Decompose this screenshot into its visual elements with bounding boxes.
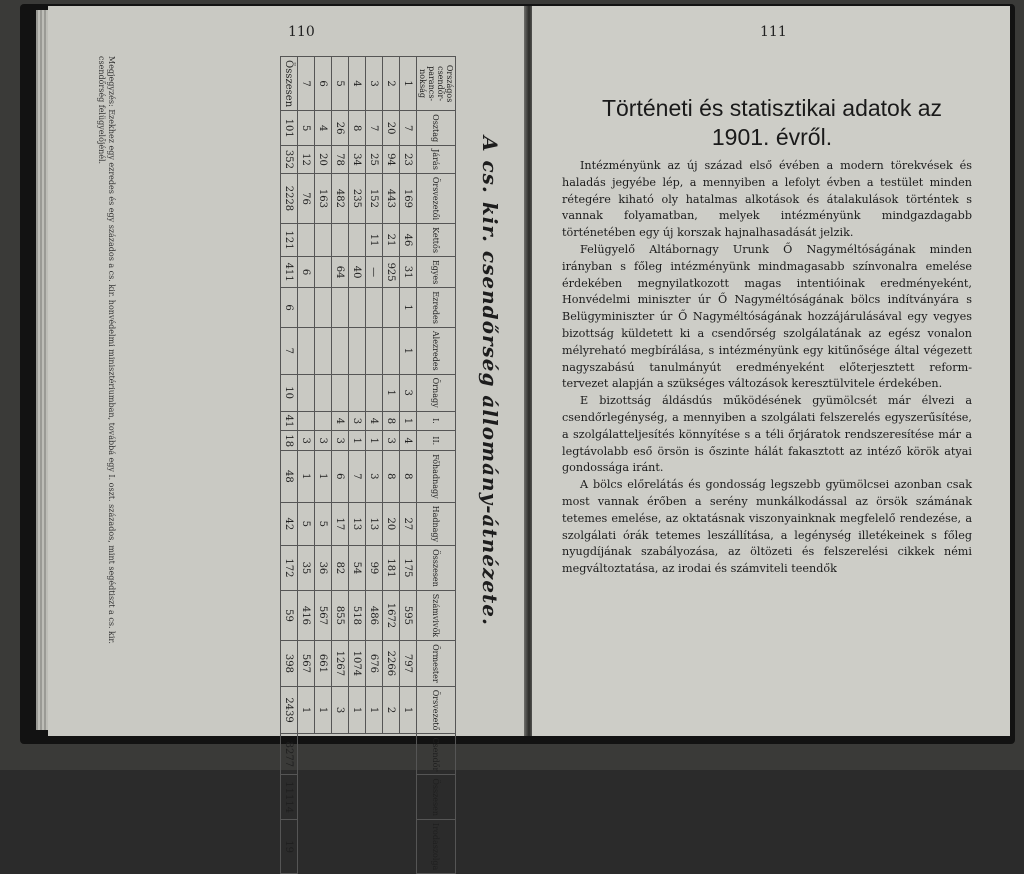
table-cell: 3 bbox=[366, 451, 383, 503]
table-cell: 11 bbox=[366, 224, 383, 257]
total-cell: 41 bbox=[281, 411, 298, 431]
table-cell: 13 bbox=[366, 502, 383, 545]
row-label: 2 bbox=[383, 57, 400, 111]
total-cell: 6 bbox=[281, 288, 298, 328]
table-row bbox=[298, 57, 315, 874]
table-cell: 235 bbox=[349, 173, 366, 223]
heading-line-2: 1901. évről. bbox=[711, 123, 833, 150]
table-cell bbox=[298, 288, 315, 328]
table-footnote: Megjegyzés: Ezekhez egy ezredes és egy százados a cs. kir. honvédelmi minisztériumban, továbbá egy I. oszt. százados, mint segédtiszt a cs. kir. csendőrség felügyelőjénél. bbox=[96, 56, 116, 644]
table-cell: 1 bbox=[298, 451, 315, 503]
table-cell: 925 bbox=[383, 256, 400, 287]
table-row bbox=[332, 57, 349, 874]
row-label: 1 bbox=[400, 57, 417, 111]
table-cell: 1672 bbox=[383, 590, 400, 640]
table-cell bbox=[298, 224, 315, 257]
table-cell: 676 bbox=[366, 641, 383, 687]
total-cell: 19 bbox=[281, 820, 298, 874]
table-cell: 5 bbox=[298, 111, 315, 146]
header-rank-4: II. bbox=[417, 431, 456, 451]
table-cell: 163 bbox=[315, 173, 332, 223]
table-cell: 7 bbox=[366, 111, 383, 146]
table-cell bbox=[383, 327, 400, 374]
header-rank-2: Őrnagy bbox=[417, 374, 456, 411]
header-troop-1: Őrmester bbox=[417, 641, 456, 687]
body-text bbox=[562, 158, 972, 578]
header-rank-1: Alezredes bbox=[417, 327, 456, 374]
total-cell: 121 bbox=[281, 224, 298, 257]
header-troop-0: Számvivők bbox=[417, 590, 456, 640]
table-cell: 486 bbox=[366, 590, 383, 640]
paragraph: A bölcs előrelátás és gondosság legszebb gyümölcsei azonban csak most vannak érőben a serény munkálkodással az örsök számának tetemes emelése, az oktatásnak viszonyainknak megfelelő rendezése, a szolgálati órák tetemes leszállítása, a legénység illetékeinek s főleg nyugdíjának szabályozása, az öltözeti és felszerelési cikkek némi megváltoztatása, az irodai és számviteli teendők bbox=[562, 478, 972, 576]
table-cell: 595 bbox=[400, 590, 417, 640]
total-cell: 2439 bbox=[281, 686, 298, 734]
row-label: 4 bbox=[349, 57, 366, 111]
table-cell: 4 bbox=[315, 111, 332, 146]
table-cell bbox=[298, 327, 315, 374]
paragraph: E bizottság áldásdús működésének gyümölcsét már élvezi a csendőrlegénység, a mennyiben a szolgálati felszerelés egyszerűsítése, a szolgálatteljesítés könnyítése s a téli őrjáratok rendszeresítése már a legtávolabb eső örsön is őszinte hálát fakasztott az intéző körök atyai gondossága iránt. bbox=[562, 394, 972, 475]
row-label: 3 bbox=[366, 57, 383, 111]
table-cell: 1 bbox=[400, 411, 417, 431]
header-rank-6: Hadnagy bbox=[417, 502, 456, 545]
table-cell: 482 bbox=[332, 173, 349, 223]
right-page bbox=[532, 6, 1010, 736]
table-cell bbox=[383, 288, 400, 328]
table-cell bbox=[366, 374, 383, 411]
table-cell: 518 bbox=[349, 590, 366, 640]
total-cell: 101 bbox=[281, 111, 298, 146]
table-body bbox=[281, 57, 417, 874]
header-single: Egyes bbox=[417, 256, 456, 287]
table-cell: 4 bbox=[332, 411, 349, 431]
table-cell bbox=[315, 327, 332, 374]
header-rank-0: Ezredes bbox=[417, 288, 456, 328]
table-cell: 1267 bbox=[332, 641, 349, 687]
total-cell: 59 bbox=[281, 590, 298, 640]
table-cell: 12 bbox=[298, 146, 315, 174]
table-cell bbox=[315, 288, 332, 328]
table-cell: 35 bbox=[298, 546, 315, 591]
table-cell: 4 bbox=[366, 411, 383, 431]
table-cell: 20 bbox=[383, 502, 400, 545]
total-cell: 411 bbox=[281, 256, 298, 287]
table-row bbox=[400, 57, 417, 874]
header-troop-4: Összesen bbox=[417, 775, 456, 820]
table-cell bbox=[332, 327, 349, 374]
paragraph: Intézményünk az új század első évében a modern törekvések és haladás jegyébe lép, a mennyiben a lefolyt évben a testület minden rétegére kiható oly hatalmas alkotások és átalakulások történtek s vannak folyamatban, melyek intézményünk mindgazdagabb történetében egy új korszak hajnalhasadását jelzik. bbox=[562, 159, 972, 240]
table-cell bbox=[349, 288, 366, 328]
table-row bbox=[315, 57, 332, 874]
table-cell: 23 bbox=[400, 146, 417, 174]
table-cell: 40 bbox=[349, 256, 366, 287]
table-cell: 3 bbox=[298, 431, 315, 451]
table-cell: 3 bbox=[383, 431, 400, 451]
table-cell: 175 bbox=[400, 546, 417, 591]
table-cell: 3 bbox=[332, 686, 349, 734]
table-cell bbox=[332, 374, 349, 411]
table-title: A cs. kir. csendőrség állomány-átnézete. bbox=[478, 136, 502, 626]
table-cell: 8 bbox=[400, 451, 417, 503]
table-cell: 7 bbox=[349, 451, 366, 503]
table-cell bbox=[332, 224, 349, 257]
table-cell: 7 bbox=[400, 111, 417, 146]
table-cell: 2 bbox=[383, 686, 400, 734]
table-cell bbox=[332, 288, 349, 328]
totals-row bbox=[281, 57, 298, 874]
table-cell bbox=[315, 374, 332, 411]
header-troop-3: Csendőr bbox=[417, 734, 456, 775]
table-cell bbox=[315, 411, 332, 431]
table-cell bbox=[349, 327, 366, 374]
table-cell bbox=[298, 411, 315, 431]
table-cell: 1 bbox=[298, 686, 315, 734]
header-district: Járás bbox=[417, 146, 456, 174]
table-cell: 25 bbox=[366, 146, 383, 174]
header-rank-7: Összesen bbox=[417, 546, 456, 591]
table-cell: 567 bbox=[315, 590, 332, 640]
heading-line-1: Történeti és statisztikai adatok az bbox=[601, 95, 943, 121]
table-cell: 152 bbox=[366, 173, 383, 223]
rotated-table-wrapper bbox=[68, 56, 508, 871]
table-cell: 8 bbox=[383, 451, 400, 503]
table-cell bbox=[349, 374, 366, 411]
row-label: 7 bbox=[298, 57, 315, 111]
header-troop-5: Irodaszolga bbox=[417, 820, 456, 874]
table-cell: 5 bbox=[315, 502, 332, 545]
table-cell: 3 bbox=[400, 374, 417, 411]
total-cell: 10 bbox=[281, 374, 298, 411]
header-troop-2: Őrsvezető bbox=[417, 686, 456, 734]
table-cell: 8 bbox=[349, 111, 366, 146]
strength-table bbox=[280, 56, 456, 874]
table-cell: 567 bbox=[298, 641, 315, 687]
table-cell: 36 bbox=[315, 546, 332, 591]
table-cell: 1 bbox=[400, 288, 417, 328]
table-cell: 3 bbox=[332, 431, 349, 451]
header-squad: Osztag bbox=[417, 111, 456, 146]
total-cell: 48 bbox=[281, 451, 298, 503]
table-cell: 34 bbox=[349, 146, 366, 174]
table-cell: 1 bbox=[349, 686, 366, 734]
totals-label: Összesen bbox=[281, 57, 298, 111]
total-cell: 42 bbox=[281, 502, 298, 545]
row-label: 5 bbox=[332, 57, 349, 111]
table-cell: 1 bbox=[400, 686, 417, 734]
table-cell: 6 bbox=[298, 256, 315, 287]
table-cell: 99 bbox=[366, 546, 383, 591]
table-cell: 31 bbox=[400, 256, 417, 287]
table-header-row bbox=[417, 57, 456, 874]
total-cell: 7 bbox=[281, 327, 298, 374]
table-cell: 94 bbox=[383, 146, 400, 174]
table-cell: 169 bbox=[400, 173, 417, 223]
table-cell: 21 bbox=[383, 224, 400, 257]
table-row bbox=[349, 57, 366, 874]
table-row bbox=[366, 57, 383, 874]
table-cell: 797 bbox=[400, 641, 417, 687]
table-cell bbox=[349, 224, 366, 257]
header-rank-3: I. bbox=[417, 411, 456, 431]
table-cell: 27 bbox=[400, 502, 417, 545]
table-cell: 855 bbox=[332, 590, 349, 640]
table-cell: 20 bbox=[383, 111, 400, 146]
table-cell: 6 bbox=[332, 451, 349, 503]
table-cell: 1 bbox=[349, 431, 366, 451]
table-cell: 76 bbox=[298, 173, 315, 223]
table-cell: 5 bbox=[298, 502, 315, 545]
header-rank-5: Főhadnagy bbox=[417, 451, 456, 503]
header-leader: Örsvezetői bbox=[417, 173, 456, 223]
table-cell: 1 bbox=[315, 451, 332, 503]
table-cell: 661 bbox=[315, 641, 332, 687]
header-double: Kettős bbox=[417, 224, 456, 257]
table-cell: 1074 bbox=[349, 641, 366, 687]
rotated-table bbox=[88, 56, 508, 871]
total-cell: 11114 bbox=[281, 775, 298, 820]
table-cell: 1 bbox=[366, 431, 383, 451]
paragraph: Felügyelő Altábornagy Urunk Ő Nagyméltóságának minden irányban s főleg intézményünk mindmagasabb színvonalra emelése érdekében megnyilatkozott magas intentióinak eredményeként, Honvédelmi miniszter úr Ő Nagyméltóságának bölcs indítványára s Belügyminiszter úr Ő Nagyméltóságának hozzájárulásával egy vegyes bizottság küldetett ki a csendőrség szolgálatának az egész vonalon mélyreható megbírálása, s intézményünk egy kitűnősége által végezett nagyszabású tanulmányút eredményeként előterjesztett reform-tervezet alapján a szükséges változások keresztülvitele érdekében. bbox=[562, 242, 972, 391]
table-cell: 8 bbox=[383, 411, 400, 431]
table-cell: 1 bbox=[383, 374, 400, 411]
left-page bbox=[48, 6, 526, 871]
table-cell bbox=[366, 288, 383, 328]
table-cell: 4 bbox=[400, 431, 417, 451]
table-cell: 1 bbox=[315, 686, 332, 734]
table-cell: 181 bbox=[383, 546, 400, 591]
page-number-left: 110 bbox=[288, 24, 315, 40]
total-cell: 2228 bbox=[281, 173, 298, 223]
table-cell: 82 bbox=[332, 546, 349, 591]
table-cell: 1 bbox=[400, 327, 417, 374]
total-cell: 398 bbox=[281, 641, 298, 687]
table-cell: 17 bbox=[332, 502, 349, 545]
table-cell: 64 bbox=[332, 256, 349, 287]
table-cell: 416 bbox=[298, 590, 315, 640]
row-label: 6 bbox=[315, 57, 332, 111]
table-cell bbox=[298, 374, 315, 411]
table-cell: 1 bbox=[366, 686, 383, 734]
table-cell: 2266 bbox=[383, 641, 400, 687]
table-cell: 26 bbox=[332, 111, 349, 146]
table-cell: — bbox=[366, 256, 383, 287]
table-cell: 3 bbox=[315, 431, 332, 451]
header-command: Országos csendőr-parancs-nokság bbox=[417, 57, 456, 111]
table-row bbox=[383, 57, 400, 874]
total-cell: 18 bbox=[281, 431, 298, 451]
page-number-right: 111 bbox=[760, 24, 787, 40]
table-cell bbox=[315, 256, 332, 287]
table-cell bbox=[315, 224, 332, 257]
total-cell: 8277 bbox=[281, 734, 298, 775]
total-cell: 352 bbox=[281, 146, 298, 174]
table-cell: 3 bbox=[349, 411, 366, 431]
table-cell: 13 bbox=[349, 502, 366, 545]
table-cell: 54 bbox=[349, 546, 366, 591]
table-cell: 46 bbox=[400, 224, 417, 257]
table-cell: 443 bbox=[383, 173, 400, 223]
chapter-heading bbox=[562, 94, 982, 152]
table-cell bbox=[366, 327, 383, 374]
table-cell: 78 bbox=[332, 146, 349, 174]
table-cell: 20 bbox=[315, 146, 332, 174]
total-cell: 172 bbox=[281, 546, 298, 591]
